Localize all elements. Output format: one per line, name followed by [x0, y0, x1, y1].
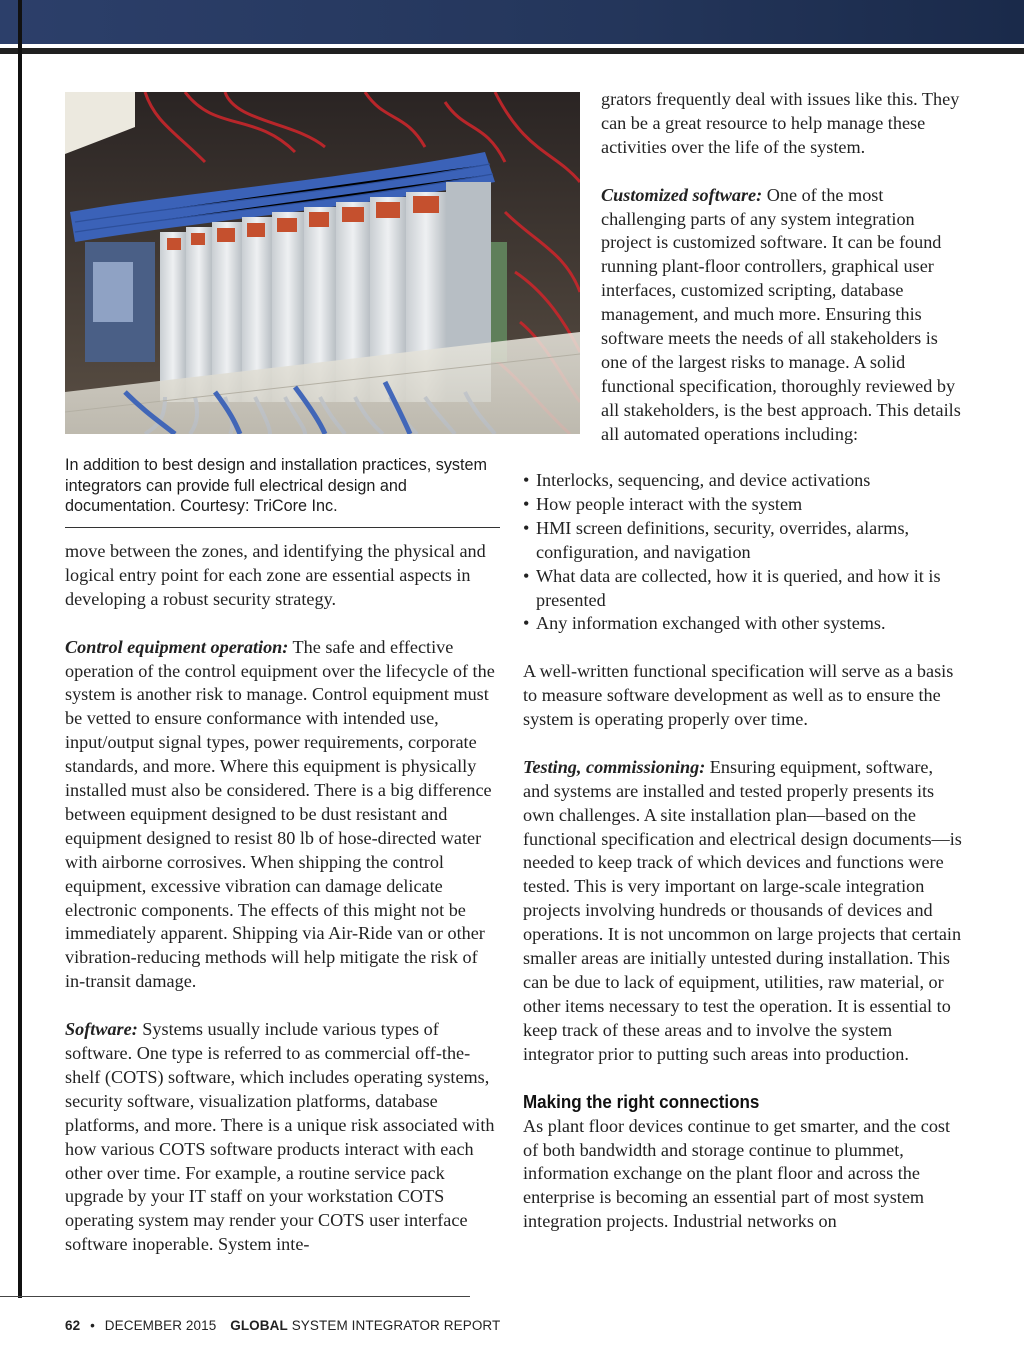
operations-list — [523, 469, 963, 636]
page-number: 62 — [65, 1318, 81, 1333]
section-heading: Making the right connections — [523, 1090, 760, 1112]
header-rule-thick — [0, 48, 1024, 54]
paragraph-continued: move between the zones, and identifying the physical and logical entry point for each zone are essential aspects in developing a robust security strategy. — [65, 541, 486, 609]
issue-date: DECEMBER 2015 — [104, 1318, 217, 1333]
brand-rest: SYSTEM INTEGRATOR — [291, 1318, 440, 1333]
brand-bold: GLOBAL — [230, 1318, 288, 1333]
header-band — [0, 0, 1024, 44]
paragraph-grators: grators frequently deal with issues like this. They can be a great resource to help manage these activities over the life of the system. — [601, 89, 960, 157]
paragraph-customized-software: Customized software: One of the most challenging parts of any system integration project is customized software. It can be found running plant-floor controllers, graphical user interfaces, customized scripting, database management, and much more. Ensuring this software meets the needs of all stakeholders is one of the largest risks to manage. A solid functional specification, thoroughly reviewed by all stakeholders, is the best approach. This details all automated operations including: — [601, 184, 961, 444]
plc-rack-illustration — [65, 92, 580, 434]
brand-report: REPORT — [443, 1318, 501, 1333]
paragraph-functional-spec: A well-written functional specification will serve as a basis to measure software development as well as to ensure the system is operating properly over time. — [523, 661, 954, 730]
lead-testing: Testing, commissioning: — [523, 756, 706, 777]
list-item: • What data are collected, how it is queried, and how it is presented — [523, 565, 963, 613]
right-column-lower — [523, 469, 963, 1234]
photo-caption: In addition to best design and installation practices, system integrators can provide full electrical design and documentation. Courtesy: TriCore Inc. — [65, 456, 488, 515]
lead-software: Software: — [65, 1019, 138, 1040]
left-column — [65, 540, 500, 1257]
lead-control-equipment: Control equipment operation: — [65, 636, 289, 657]
lead-customized-software: Customized software: — [601, 184, 763, 205]
right-column-top — [601, 88, 961, 447]
page-footer — [65, 1318, 500, 1333]
list-item: • HMI screen definitions, security, overrides, alarms, configuration, and navigation — [523, 517, 963, 565]
footer-rule — [0, 1296, 470, 1297]
left-margin-bar — [18, 0, 22, 1298]
footer-separator: • — [90, 1318, 95, 1333]
caption-divider — [65, 527, 500, 528]
list-item: • How people interact with the system — [523, 493, 963, 517]
plc-rack-photo — [65, 92, 580, 434]
paragraph-software: Software: Systems usually include various types of software. One type is referred to as commercial off-the-shelf (COTS) software, which includes operating systems, security software, visualization platforms, database platforms, and more. There is a unique risk associated with how various COTS software products interact with each other over time. For example, a routine service pack upgrade by your IT staff on your workstation COTS operating system may render your COTS user interface software inoperable. System inte- — [65, 1019, 495, 1255]
paragraph-testing: Testing, commissioning: Ensuring equipment, software, and systems are installed and tested properly presents its own challenges. A site installation plan—based on the functional specification and electrical design documents—is needed to keep track of which devices and functions were tested. This is very important on large-scale integration projects involving hundreds or thousands of devices and operations. It is not uncommon on large projects that certain smaller areas are initially untested during installation. This can be due to lack of equipment, utilities, raw material, or other items necessary to test the operation. It is essential to keep track of these areas and to involve the system integrator prior to putting such areas into production. — [523, 756, 962, 1064]
list-item: • Interlocks, sequencing, and device activations — [523, 469, 963, 493]
paragraph-control-equipment: Control equipment operation: The safe and effective operation of the control equipment over the lifecycle of the system is another risk to manage. Control equipment must be vetted to ensure conformance with intended use, input/output signal types, power requirements, corporate standards, and more. Where this equipment is physically installed must also be considered. There is a big difference between equipment designed to be dust resistant and equipment designed to resist 80 lb of hose-directed water with airborne corrosives. When shipping the control equipment, excessive vibration can damage delicate electronic components. The effects of this might not be immediately apparent. Shipping via Air-Ride van or other vibration-reducing methods will help mitigate the risk of in-transit damage. — [65, 636, 495, 992]
list-item: • Any information exchanged with other systems. — [523, 612, 963, 636]
paragraph-connections: As plant floor devices continue to get smarter, and the cost of both bandwidth and storage continue to plummet, information exchange on the plant floor and across the enterprise is becoming an essential part of most system integration projects. Industrial networks on — [523, 1115, 951, 1232]
